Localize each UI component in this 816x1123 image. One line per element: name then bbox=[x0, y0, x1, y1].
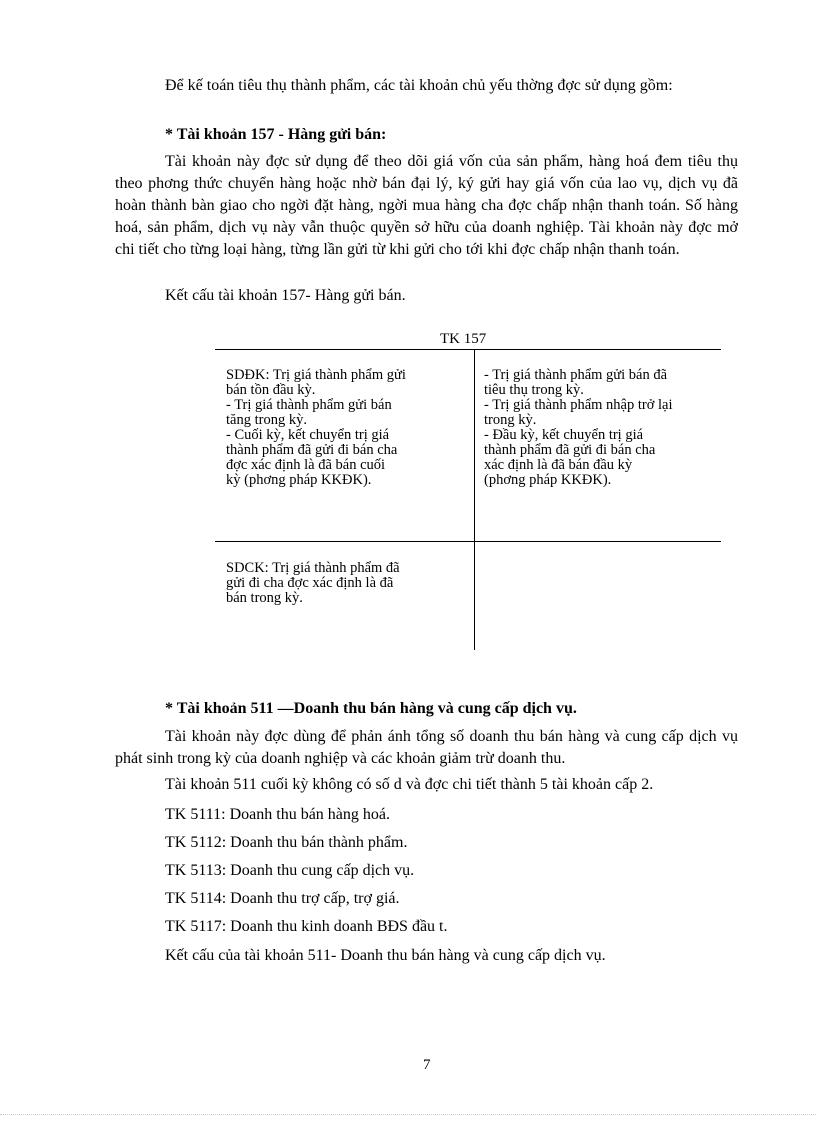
intro-paragraph: Để kế toán tiêu thụ thành phẩm, các tài khoản chủ yếu thờng đợc sử dụng gồm: bbox=[165, 77, 673, 94]
t-account-top-rule bbox=[215, 349, 721, 350]
page-number: 7 bbox=[423, 1057, 431, 1073]
t-account-debit-bottom: SDCK: Trị giá thành phẩm đã gửi đi cha đợc xác định là đã bán trong kỳ. bbox=[226, 560, 400, 606]
sub-account-item: TK 5111: Doanh thu bán hàng hoá. bbox=[165, 806, 390, 823]
t-account-title: TK 157 bbox=[440, 331, 487, 347]
sub-account-item: TK 5114: Doanh thu trợ cấp, trợ giá. bbox=[165, 890, 400, 907]
sub-account-item: TK 5117: Doanh thu kinh doanh BĐS đầu t. bbox=[165, 918, 448, 935]
section-511-structure: Kết cấu của tài khoản 511- Doanh thu bán hàng và cung cấp dịch vụ. bbox=[165, 947, 606, 964]
section-511-paragraph: Tài khoản này đợc dùng để phản ánh tổng số doanh thu bán hàng và cung cấp dịch vụ phát sinh trong kỳ của doanh nghiệp và các khoản giảm trừ doanh thu. bbox=[115, 728, 738, 767]
section-511-heading: * Tài khoản 511 —Doanh thu bán hàng và cung cấp dịch vụ. bbox=[165, 700, 577, 717]
sub-account-item: TK 5113: Doanh thu cung cấp dịch vụ. bbox=[165, 862, 415, 879]
t-account-debit-top: SDĐK: Trị giá thành phẩm gửi bán tồn đầu kỳ. - Trị giá thành phẩm gửi bán tăng trong kỳ. - Cuối kỳ, kết chuyển trị giá thành phẩm đã gửi đi bán cha đợc xác định là đã bán cuối kỳ (phơng pháp KKĐK). bbox=[226, 367, 406, 488]
t-account-divider bbox=[474, 349, 475, 650]
t-account-credit-top: - Trị giá thành phẩm gửi bán đã tiêu thụ trong kỳ. - Trị giá thành phẩm nhập trở lại trong kỳ. - Đầu kỳ, kết chuyển trị giá thành phẩm đã gửi đi bán cha xác định là đã bán đầu kỳ (phơng pháp KKĐK). bbox=[484, 367, 673, 488]
page-bottom-divider bbox=[0, 1114, 816, 1115]
section-157-paragraph: Tài khoản này đợc sử dụng để theo dõi giá vốn của sản phẩm, hàng hoá đem tiêu thụ theo phơng thức chuyển hàng hoặc nhờ bán đại lý, ký gửi hay giá vốn của lao vụ, dịch vụ đã hoàn thành bàn giao cho ngời đặt hàng, ngời mua hàng cha đợc chấp nhận thanh toán. Số hàng hoá, sản phẩm, dịch vụ này vẫn thuộc quyền sở hữu của doanh nghiệp. Tài khoản này đợc mở chi tiết cho từng loại hàng, từng lần gửi từ khi gửi cho tới khi đợc chấp nhận thanh toán. bbox=[115, 153, 738, 258]
section-157-structure: Kết cấu tài khoản 157- Hàng gửi bán. bbox=[165, 287, 406, 304]
section-157-heading: * Tài khoản 157 - Hàng gửi bán: bbox=[165, 126, 387, 143]
t-account-mid-rule bbox=[215, 541, 721, 542]
section-511-note: Tài khoản 511 cuối kỳ không có số d và đợc chi tiết thành 5 tài khoản cấp 2. bbox=[165, 776, 654, 793]
sub-account-item: TK 5112: Doanh thu bán thành phẩm. bbox=[165, 834, 408, 851]
